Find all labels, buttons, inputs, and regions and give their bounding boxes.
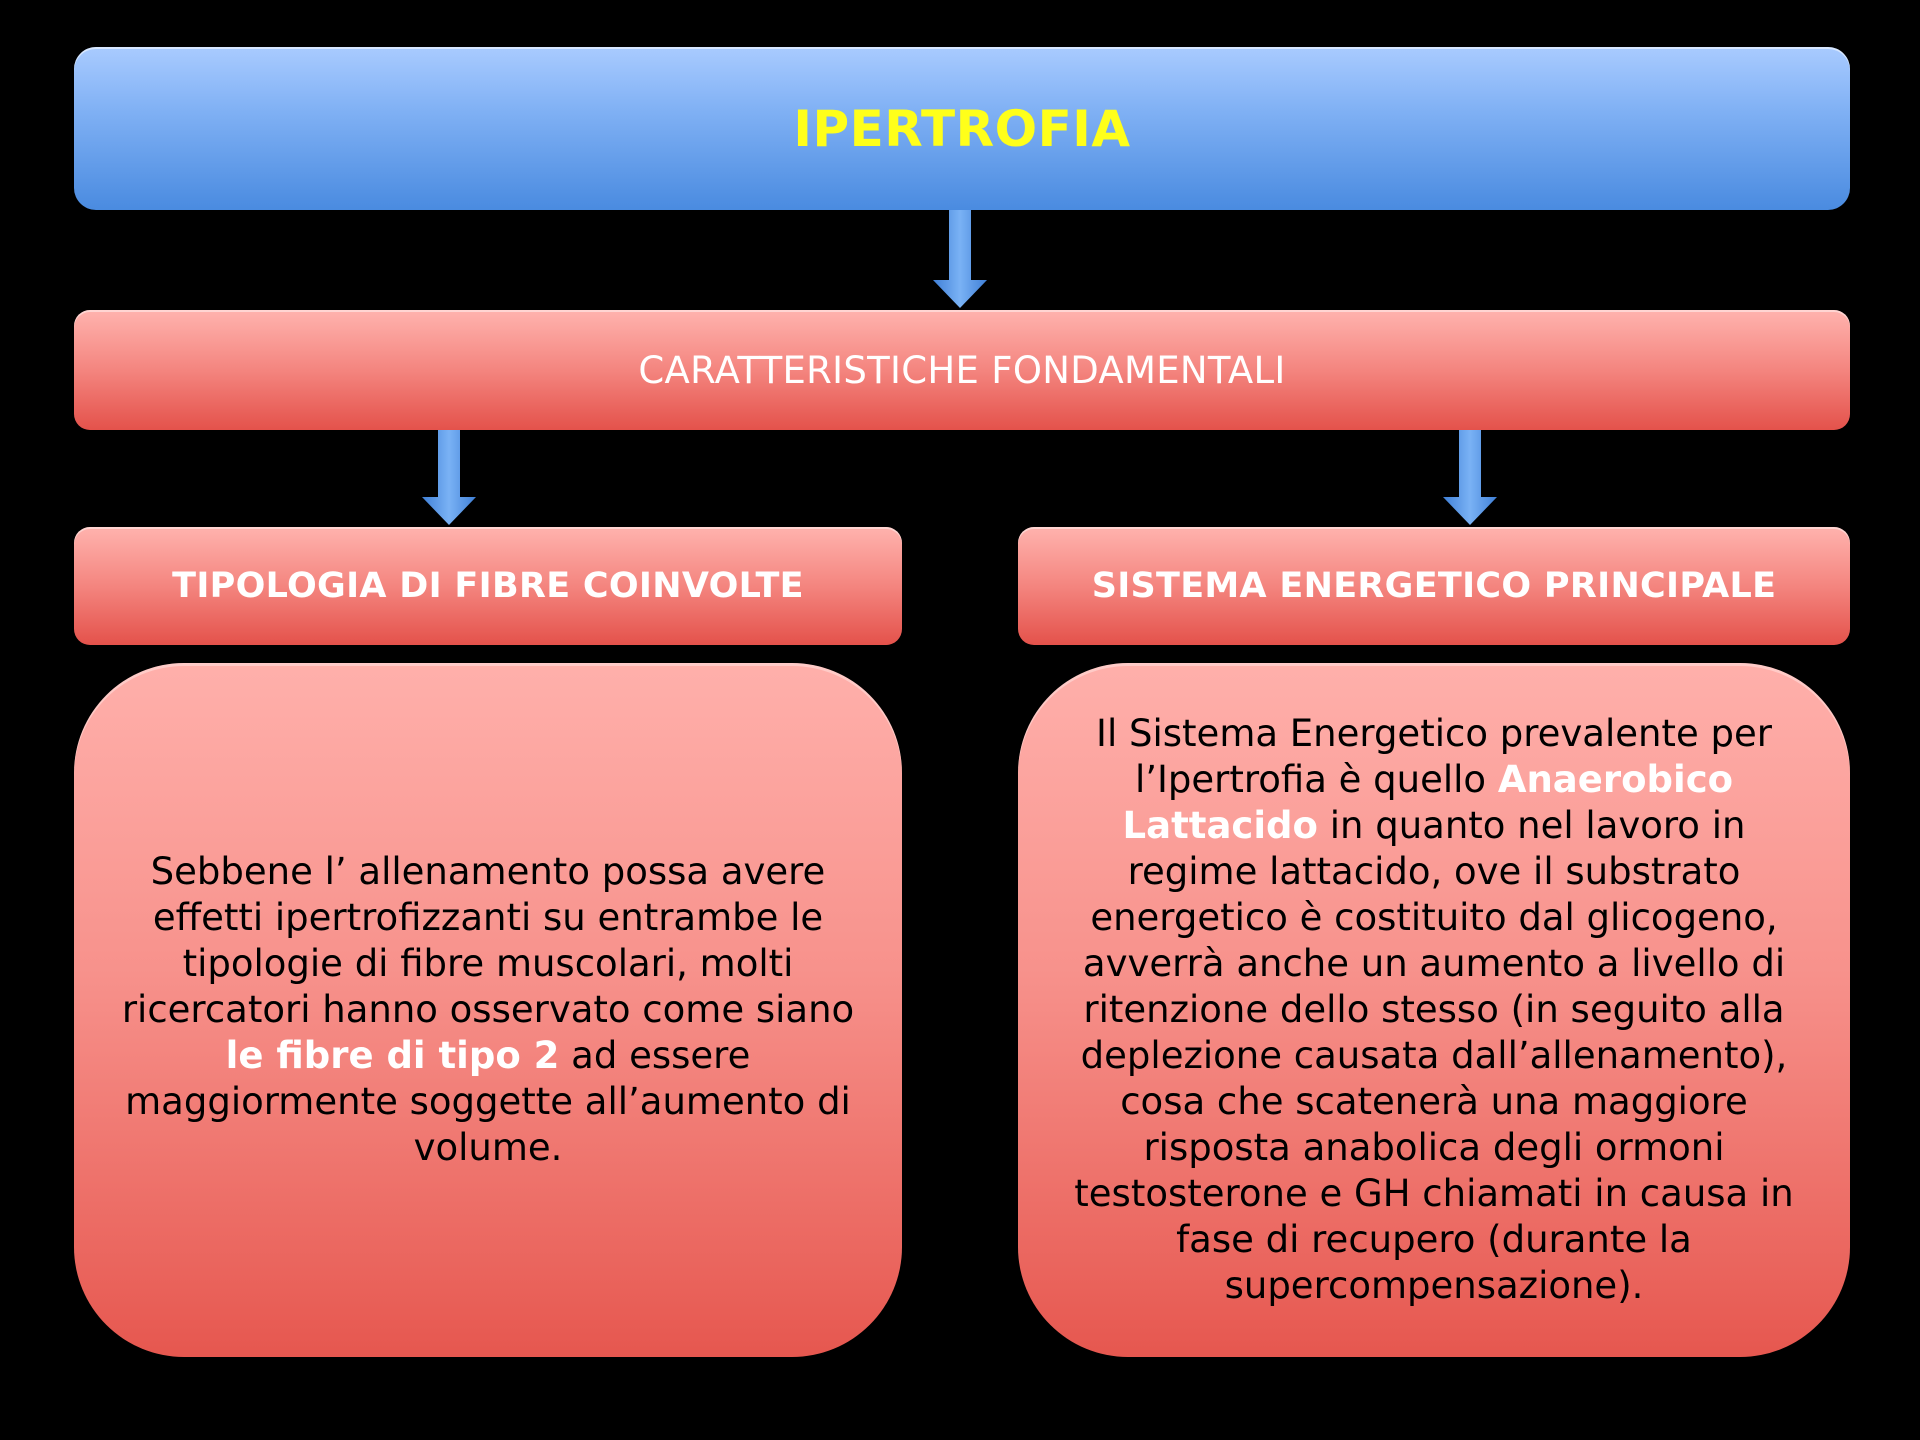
- right-content-text: [1052, 711, 1816, 1309]
- arrow-subtitle-to-right: [1442, 430, 1498, 527]
- diagram-title: IPERTROFIA: [793, 99, 1131, 158]
- right-heading: SISTEMA ENERGETICO PRINCIPALE: [1091, 566, 1777, 606]
- left-content-box: [74, 663, 902, 1357]
- right-heading-box: [1018, 527, 1850, 645]
- arrow-subtitle-to-left: [421, 430, 477, 527]
- right-content-box: [1018, 663, 1850, 1357]
- left-text-after: ad essere maggiormente soggette all’aumento di volume.: [125, 1034, 851, 1169]
- left-highlight: le fibre di tipo 2: [225, 1034, 560, 1077]
- subtitle-text: CARATTERISTICHE FONDAMENTALI: [638, 348, 1286, 392]
- title-box: [74, 47, 1850, 210]
- right-text-after: in quanto nel lavoro in regime lattacido, ove il substrato energetico è costituito dal glicogeno, avverrà anche un aumento a livello di ritenzione dello stesso (in seguito alla deplezione causata dall’allenamento), cosa che scatenerà una maggiore risposta anabolica degli ormoni testosterone e GH chiamati in causa in fase di recupero (durante la supercompensazione).: [1074, 804, 1794, 1307]
- left-heading: TIPOLOGIA DI FIBRE COINVOLTE: [172, 566, 804, 606]
- arrow-title-to-subtitle: [932, 210, 988, 310]
- subtitle-box: [74, 310, 1850, 430]
- right-highlight: Anaerobico Lattacido: [1122, 758, 1734, 847]
- left-text-before: Sebbene l’ allenamento possa avere effetti ipertrofizzanti su entrambe le tipologie di fibre muscolari, molti ricercatori hanno osservato come siano: [121, 850, 855, 1031]
- left-content-text: [120, 849, 856, 1171]
- right-text-before: Il Sistema Energetico prevalente per l’Ipertrofia è quello: [1096, 712, 1772, 801]
- left-heading-box: [74, 527, 902, 645]
